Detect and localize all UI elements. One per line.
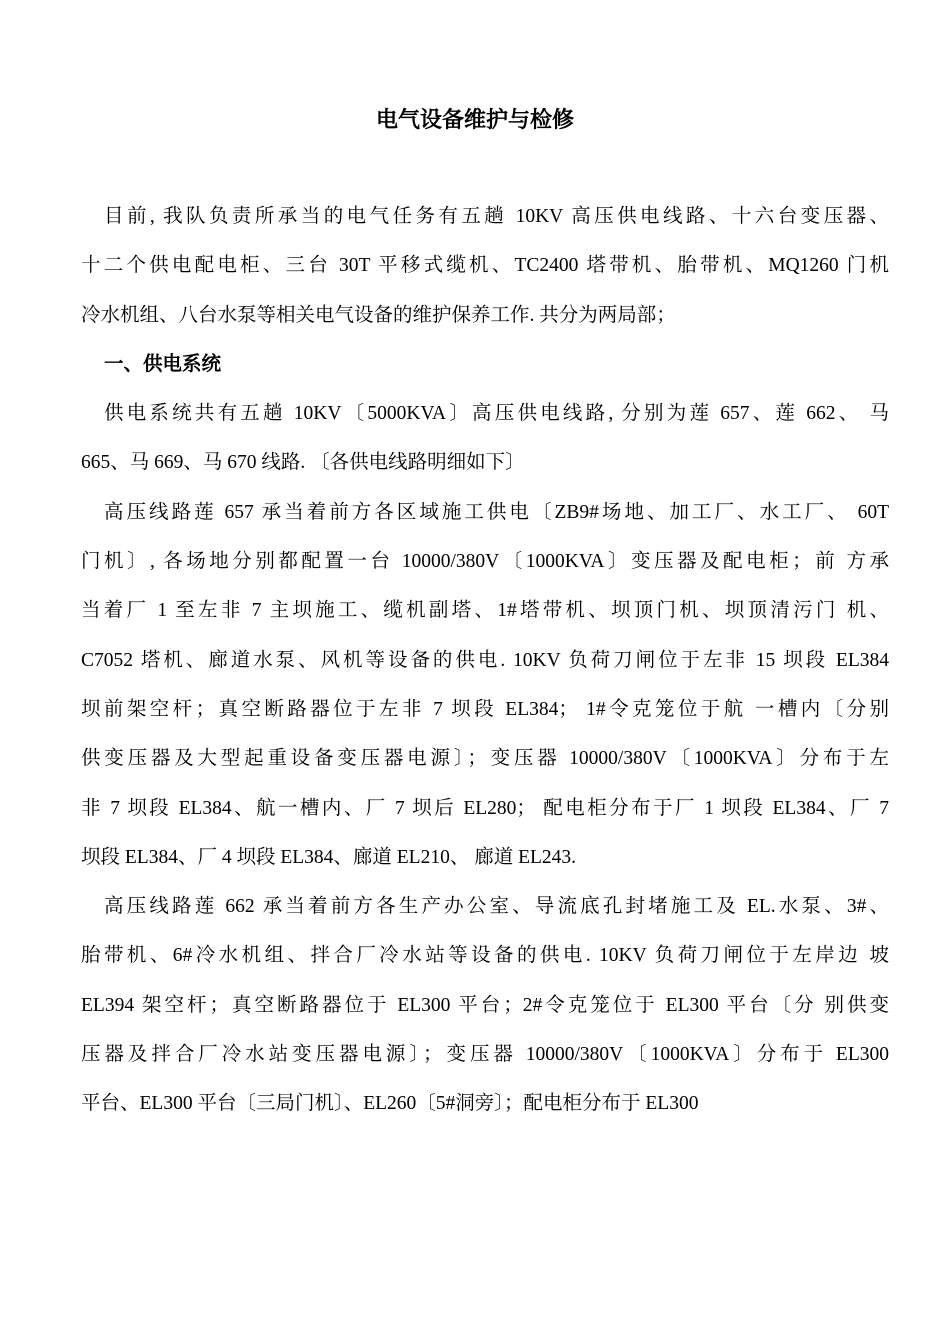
paragraph-line: 冷水机组、八台水泵等相关电气设备的维护保养工作. 共分为两局部；	[81, 304, 676, 326]
paragraph-line: 高压线路莲 657 承当着前方各区域施工供电〔ZB9#场地、加工厂、水工厂、 60T	[104, 501, 889, 523]
paragraph-line: 供变压器及大型起重设备变压器电源〕；变压器 10000/380V〔1000KVA〕分布于左	[81, 748, 889, 770]
paragraph-line: 十二个供电配电柜、三台 30T 平移式缆机、TC2400 塔带机、胎带机、MQ1260 门机	[81, 255, 889, 277]
section-heading: 一、供电系统	[104, 353, 222, 375]
paragraph-line: EL394 架空杆；真空断路器位于 EL300 平台；2#令克笼位于 EL300 平台〔分 别供变	[81, 994, 889, 1016]
paragraph-line: 非 7 坝段 EL384、航一槽内、厂 7 坝后 EL280； 配电柜分布于厂 1 坝段 EL384、厂 7	[81, 797, 889, 819]
paragraph-line: 压器及拌合厂冷水站变压器电源〕；变压器 10000/380V〔1000KVA〕分布于 EL300	[81, 1044, 889, 1066]
document-body	[81, 196, 889, 1133]
page-title: 电气设备维护与检修	[375, 107, 574, 132]
paragraph-line: 高压线路莲 662 承当着前方各生产办公室、导流底孔封堵施工及 EL.水泵、3#、	[104, 896, 889, 918]
paragraph-line: 供电系统共有五趟 10KV〔5000KVA〕高压供电线路, 分别为莲 657、莲 662、 马	[104, 403, 889, 425]
paragraph-line: C7052 塔机、廊道水泵、风机等设备的供电. 10KV 负荷刀闸位于左非 15 坝段 EL384	[81, 649, 889, 671]
paragraph-line: 门机〕, 各场地分别都配置一台 10000/380V〔1000KVA〕变压器及配电柜；前 方承	[81, 551, 889, 573]
paragraph-line: 当着厂 1 至左非 7 主坝施工、缆机副塔、1#塔带机、坝顶门机、坝顶清污门 机、	[81, 600, 889, 622]
paragraph-line: 平台、EL300 平台〔三局门机〕、EL260〔5#洞旁〕；配电柜分布于 EL300	[81, 1093, 699, 1115]
paragraph-line: 665、马 669、马 670 线路. 〔各供电线路明细如下〕	[81, 452, 525, 474]
paragraph-line: 目前, 我队负责所承当的电气任务有五趟 10KV 高压供电线路、十六台变压器、	[104, 206, 889, 227]
paragraph-line: 坝段 EL384、厂 4 坝段 EL384、廊道 EL210、 廊道 EL243.	[81, 846, 577, 868]
paragraph-line: 坝前架空杆；真空断路器位于左非 7 坝段 EL384； 1#令克笼位于航 一槽内〔分别	[81, 698, 889, 720]
paragraph-line: 胎带机、6#冷水机组、拌合厂冷水站等设备的供电. 10KV 负荷刀闸位于左岸边 坡	[81, 945, 889, 967]
